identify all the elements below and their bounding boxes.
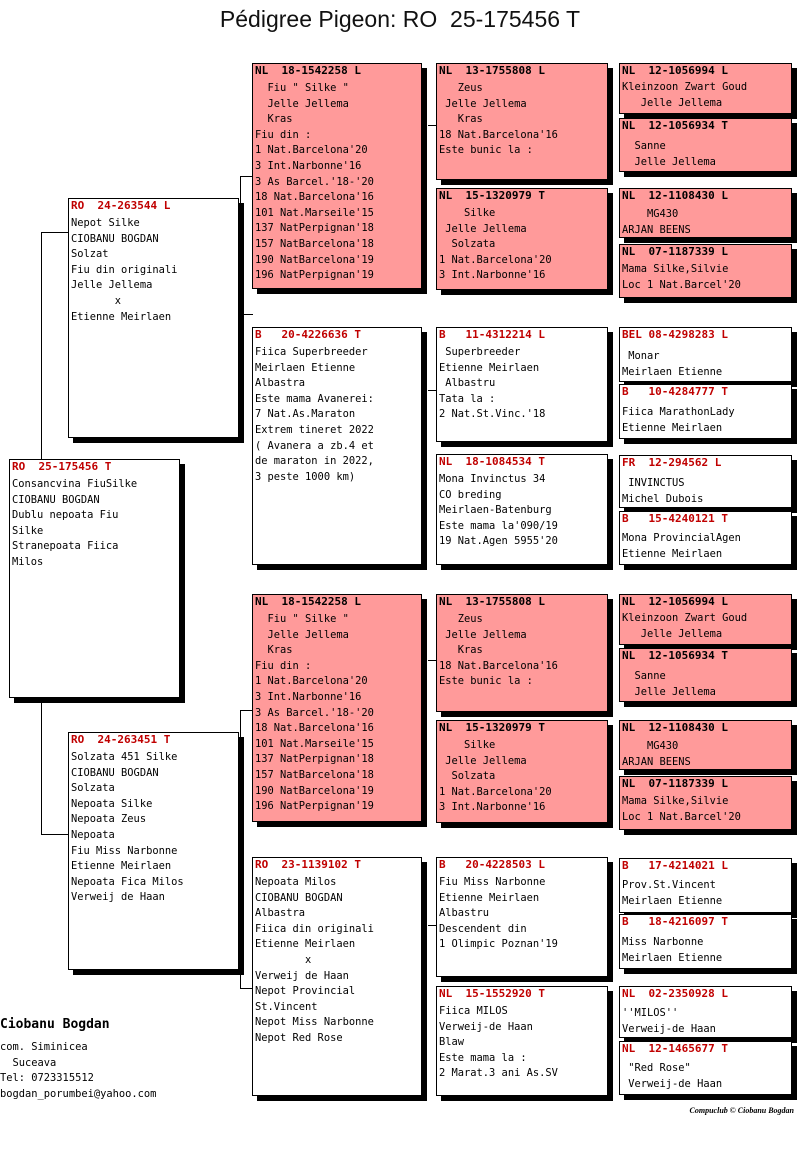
card-lines <box>620 791 791 825</box>
pigeon-card-ggg16[interactable] <box>619 1041 792 1095</box>
card-line: Verweij de Haan <box>255 969 349 982</box>
card-line: Meirlaen-Batenburg <box>439 504 552 517</box>
card-line: Sanne <box>622 670 666 682</box>
page-title: Pédigree Pigeon: RO 25-175456 T <box>219 6 581 32</box>
card-line: Dublu nepoata Fiu <box>12 509 119 522</box>
card-line: Michel Dubois <box>622 492 704 505</box>
card-lines <box>620 1001 791 1037</box>
card-line: CIOBANU BOGDAN <box>255 891 343 904</box>
card-line: Miss Narbonne <box>622 936 704 948</box>
ring-number: RO 24-263451 T <box>71 733 171 746</box>
credit-footer: Compuclub © Ciobanu Bogdan <box>689 1106 794 1115</box>
card-line: 3 As Barcel.'18-'20 <box>255 175 374 188</box>
card-line: Albastra <box>255 907 306 920</box>
owner-address: com. Siminicea <box>0 1041 88 1053</box>
card-line: Albastru <box>439 907 490 920</box>
card-line: Mona ProvincialAgen <box>622 532 741 544</box>
card-line: 1 Nat.Barcelona'20 <box>439 785 552 798</box>
ring-number: NL 12-1465677 T <box>622 1042 728 1055</box>
card-line: 1 Olimpic Poznan'19 <box>439 938 558 951</box>
ring-number: NL 07-1187339 L <box>622 777 728 790</box>
card-line: Nepoata Milos <box>255 876 337 888</box>
pigeon-card-ggg14[interactable] <box>619 914 792 969</box>
card-lines <box>10 474 179 571</box>
card-line: Etienne Meirlaen <box>71 310 172 323</box>
card-line: CIOBANU BOGDAN <box>12 493 100 506</box>
card-line: 101 Nat.Marseile'15 <box>255 737 374 750</box>
card-lines <box>620 203 791 238</box>
ring-number: NL 18-1084534 T <box>439 455 545 468</box>
card-lines <box>253 78 421 284</box>
card-line: Sanne <box>622 140 666 152</box>
card-line: Jelle Jellema <box>622 627 723 640</box>
card-line: Nepoata Fica Milos <box>71 875 184 888</box>
card-line: Kras <box>255 113 293 126</box>
owner-name: Ciobanu Bogdan <box>0 1017 110 1032</box>
card-line: Nepoata Zeus <box>71 813 147 826</box>
card-line: Fiu din : <box>255 128 312 141</box>
card-line: Jelle Jellema <box>71 279 153 292</box>
card-line: Mona Invinctus 34 <box>439 473 546 485</box>
card-lines <box>620 133 791 170</box>
ring-number: NL 18-1542258 L <box>255 64 361 77</box>
card-line: 196 NatPerpignan'19 <box>255 269 374 282</box>
card-lines <box>620 399 791 436</box>
card-line: Jelle Jellema <box>439 754 527 767</box>
ring-number: RO 25-175456 T <box>12 460 112 473</box>
card-line: Solzat <box>71 248 109 261</box>
pigeon-card-ggg11[interactable] <box>619 720 792 770</box>
card-line: 190 NatBarcelona'19 <box>255 784 374 797</box>
card-line: 18 Nat.Barcelona'16 <box>439 659 558 672</box>
card-lines <box>437 342 607 423</box>
card-line: Fiu din : <box>255 659 312 672</box>
card-line: 3 As Barcel.'18-'20 <box>255 706 374 719</box>
card-line: MG430 <box>622 740 679 752</box>
card-line: 2 Nat.St.Vinc.'18 <box>439 408 546 421</box>
ring-number: B 11-4312214 L <box>439 328 545 341</box>
pigeon-card-gg8[interactable] <box>436 986 608 1096</box>
pigeon-card-ggg9[interactable] <box>619 594 792 645</box>
card-lines <box>620 342 791 380</box>
card-line: Solzata <box>439 238 496 251</box>
card-line: Milos <box>12 555 44 568</box>
card-line: Fiu Miss Narbonne <box>439 876 546 888</box>
connector-line <box>240 176 241 314</box>
card-line: MG430 <box>622 208 679 220</box>
card-lines <box>437 609 607 690</box>
ring-number: NL 13-1755808 L <box>439 64 545 77</box>
pigeon-card-ggg4[interactable] <box>619 244 792 298</box>
card-line: Meirlaen Etienne <box>622 365 723 378</box>
card-line: Este mama la : <box>439 1051 527 1064</box>
card-line: Fiu " Silke " <box>255 82 349 94</box>
pigeon-card-ggg1[interactable] <box>619 63 792 114</box>
card-line: Tata la : <box>439 392 496 405</box>
card-lines <box>253 872 421 1047</box>
card-line: Silke <box>439 739 496 751</box>
ring-number: B 15-4240121 T <box>622 512 728 525</box>
card-line: Kleinzoon Zwart Goud <box>622 612 748 624</box>
card-line: 1 Nat.Barcelona'20 <box>255 144 368 157</box>
card-line: CO breding <box>439 488 502 501</box>
card-line: 3 Int.Narbonne'16 <box>255 690 362 703</box>
card-lines <box>620 735 791 770</box>
card-line: Fiu din originali <box>71 263 178 276</box>
card-line: 157 NatBarcelona'18 <box>255 237 374 250</box>
ring-number: FR 12-294562 L <box>622 456 722 469</box>
card-line: Loc 1 Nat.Barcel'20 <box>622 810 741 823</box>
pigeon-card-ggg3[interactable] <box>619 188 792 238</box>
card-line: Jelle Jellema <box>622 155 716 168</box>
ring-number: NL 12-1056934 T <box>622 119 728 132</box>
owner-phone: Tel: 0723315512 <box>0 1072 94 1085</box>
pigeon-card-ggg10[interactable] <box>619 648 792 702</box>
card-line: Kleinzoon Zwart Goud <box>622 81 748 93</box>
ring-number: NL 12-1056994 L <box>622 64 728 77</box>
card-line: Blaw <box>439 1036 465 1049</box>
card-line: Loc 1 Nat.Barcel'20 <box>622 278 741 291</box>
card-line: Solzata <box>439 770 496 783</box>
ring-number: NL 15-1320979 T <box>439 721 545 734</box>
card-line: Albastru <box>439 377 496 390</box>
card-line: Jelle Jellema <box>255 97 349 110</box>
ring-number: NL 07-1187339 L <box>622 245 728 258</box>
card-line: Meirlaen Etienne <box>255 361 356 374</box>
connector-line <box>41 232 42 460</box>
card-lines <box>253 342 421 485</box>
card-lines <box>437 872 607 953</box>
card-line: ( Avanera a zb.4 et <box>255 439 374 452</box>
card-line: Zeus <box>439 82 483 94</box>
pigeon-card-dam[interactable] <box>68 732 239 970</box>
pigeon-card-gg2[interactable] <box>436 188 608 290</box>
card-line: Etienne Meirlaen <box>622 421 723 434</box>
card-line: 3 Int.Narbonne'16 <box>255 159 362 172</box>
card-lines <box>620 609 791 642</box>
owner-city: Suceava <box>0 1056 57 1069</box>
ring-number: B 20-4228503 L <box>439 858 545 871</box>
card-line: Este bunic la : <box>439 144 533 157</box>
card-line: Nepoata Silke <box>71 797 153 810</box>
card-line: 18 Nat.Barcelona'16 <box>255 191 374 204</box>
pigeon-card-ggg8[interactable] <box>619 511 792 565</box>
connector-line <box>240 710 241 988</box>
card-line: Verweij-de Haan <box>622 1022 716 1035</box>
card-line: Meirlaen Etienne <box>622 951 723 964</box>
ring-number: B 20-4226636 T <box>255 328 361 341</box>
card-line: Superbreeder <box>439 346 521 358</box>
connector-line <box>41 700 42 834</box>
pigeon-card-ggg12[interactable] <box>619 776 792 830</box>
pigeon-card-g4[interactable] <box>252 857 422 1096</box>
ring-number: NL 13-1755808 L <box>439 595 545 608</box>
card-line: Fiica Superbreeder <box>255 346 368 358</box>
card-line: Verweij-de Haan <box>622 1077 723 1090</box>
card-line: Nepoata <box>71 828 115 841</box>
card-line: Nepot Miss Narbonne <box>255 1016 374 1029</box>
card-line: Mama Silke,Silvie <box>622 795 729 807</box>
card-line: Silke <box>439 207 496 219</box>
pigeon-card-gg6[interactable] <box>436 720 608 823</box>
card-line: Solzata 451 Silke <box>71 751 178 763</box>
connector-line <box>428 390 436 391</box>
card-line: 196 NatPerpignan'19 <box>255 800 374 813</box>
connector-line <box>428 925 436 926</box>
card-lines <box>620 470 791 507</box>
ring-number: NL 15-1320979 T <box>439 189 545 202</box>
ring-number: RO 24-263544 L <box>71 199 171 212</box>
card-line: Fiica MILOS <box>439 1005 508 1017</box>
card-line: 1 Nat.Barcelona'20 <box>255 675 368 688</box>
card-line: CIOBANU BOGDAN <box>71 766 159 779</box>
card-lines <box>69 213 238 325</box>
pigeon-card-gg3[interactable] <box>436 327 608 442</box>
card-lines <box>437 78 607 159</box>
card-line: Meirlaen Etienne <box>622 894 723 907</box>
card-line: Fiica din originali <box>255 922 374 935</box>
card-line: CIOBANU BOGDAN <box>71 232 159 245</box>
card-line: 7 Nat.As.Maraton <box>255 408 356 421</box>
pigeon-card-ggg5[interactable] <box>619 327 792 382</box>
pigeon-card-ggg2[interactable] <box>619 118 792 172</box>
owner-info <box>0 1016 156 1102</box>
card-lines <box>437 1001 607 1082</box>
card-line: ''MILOS'' <box>622 1007 679 1019</box>
card-line: Prov.St.Vincent <box>622 879 716 891</box>
pigeon-card-g3[interactable] <box>252 594 422 822</box>
card-line: Fiu " Silke " <box>255 613 349 625</box>
connector-line <box>428 660 436 661</box>
pigeon-card-ggg15[interactable] <box>619 986 792 1038</box>
card-line: de maraton in 2022, <box>255 455 374 468</box>
card-line: Nepot Provincial <box>255 985 356 998</box>
card-line: Monar <box>622 350 660 362</box>
card-lines <box>437 735 607 816</box>
card-line: 3 Int.Narbonne'16 <box>439 269 546 282</box>
card-line: Nepot Red Rose <box>255 1031 343 1044</box>
pigeon-card-gg7[interactable] <box>436 857 608 977</box>
ring-number: RO 23-1139102 T <box>255 858 361 871</box>
pigeon-card-sire[interactable] <box>68 198 239 438</box>
card-line: Verweij-de Haan <box>439 1020 533 1033</box>
card-line: x <box>71 294 122 307</box>
card-line: Descendent din <box>439 922 527 935</box>
card-line: 3 peste 1000 km) <box>255 470 356 483</box>
card-line: Jelle Jellema <box>255 628 349 641</box>
ring-number: NL 12-1108430 L <box>622 721 728 734</box>
pigeon-card-ggg7[interactable] <box>619 455 792 508</box>
card-lines <box>437 469 607 550</box>
pigeon-card-ggg13[interactable] <box>619 858 792 913</box>
card-line: Zeus <box>439 613 483 625</box>
card-line: Fiica MarathonLady <box>622 406 735 418</box>
card-line: Kras <box>439 644 483 657</box>
card-line: Jelle Jellema <box>622 685 716 698</box>
ring-number: B 17-4214021 L <box>622 859 728 872</box>
ring-number: NL 12-1056934 T <box>622 649 728 662</box>
card-lines <box>620 1056 791 1092</box>
card-line: "Red Rose" <box>622 1062 691 1074</box>
card-line: Consancvina FiuSilke <box>12 478 138 490</box>
pigeon-card-gg4[interactable] <box>436 454 608 565</box>
card-line: Etienne Meirlaen <box>439 891 540 904</box>
card-line: Jelle Jellema <box>439 222 527 235</box>
card-line: 101 Nat.Marseile'15 <box>255 206 374 219</box>
card-line: Kras <box>255 644 293 657</box>
ring-number: NL 12-1108430 L <box>622 189 728 202</box>
card-lines <box>620 259 791 293</box>
pigeon-card-g2[interactable] <box>252 327 422 565</box>
card-line: St.Vincent <box>255 1000 318 1013</box>
card-line: Nepot Silke <box>71 217 140 229</box>
card-line: Este mama Avanerei: <box>255 392 374 405</box>
card-line: Verweij de Haan <box>71 891 165 904</box>
card-line: Etienne Meirlaen <box>439 361 540 374</box>
card-line: Mama Silke,Silvie <box>622 263 729 275</box>
card-line: 157 NatBarcelona'18 <box>255 768 374 781</box>
card-line: Stranepoata Fiica <box>12 540 119 553</box>
pigeon-card-subject[interactable] <box>9 459 180 698</box>
card-line: 137 NatPerpignan'18 <box>255 222 374 235</box>
ring-number: B 18-4216097 T <box>622 915 728 928</box>
card-line: 19 Nat.Agen 5955'20 <box>439 535 558 548</box>
card-line: Albastra <box>255 377 306 390</box>
card-lines <box>620 929 791 966</box>
card-line: Jelle Jellema <box>439 628 527 641</box>
card-lines <box>620 663 791 700</box>
card-line: Etienne Meirlaen <box>71 860 172 873</box>
card-lines <box>69 747 238 906</box>
owner-email[interactable]: bogdan_porumbei@yahoo.com <box>0 1087 157 1100</box>
card-line: Solzata <box>71 782 115 795</box>
card-line: INVINCTUS <box>622 477 685 489</box>
card-lines <box>620 526 791 562</box>
card-line: Silke <box>12 524 44 537</box>
card-line: Fiu Miss Narbonne <box>71 844 178 857</box>
card-line: Jelle Jellema <box>439 97 527 110</box>
card-lines <box>620 78 791 111</box>
card-line: Kras <box>439 113 483 126</box>
ring-number: B 10-4284777 T <box>622 385 728 398</box>
card-line: 190 NatBarcelona'19 <box>255 253 374 266</box>
card-line: 18 Nat.Barcelona'16 <box>439 128 558 141</box>
card-line: Este bunic la : <box>439 675 533 688</box>
connector-line <box>41 232 69 233</box>
card-lines <box>620 873 791 909</box>
card-line: ARJAN BEENS <box>622 223 691 236</box>
pigeon-card-gg1[interactable] <box>436 63 608 180</box>
card-line: Jelle Jellema <box>622 96 723 109</box>
card-line: 18 Nat.Barcelona'16 <box>255 722 374 735</box>
card-line: ARJAN BEENS <box>622 755 691 768</box>
card-lines <box>253 609 421 815</box>
pigeon-card-g1[interactable] <box>252 63 422 289</box>
card-line: 137 NatPerpignan'18 <box>255 753 374 766</box>
card-line: 2 Marat.3 ani As.SV <box>439 1067 558 1080</box>
connector-line <box>240 314 253 315</box>
ring-number: BEL 08-4298283 L <box>622 328 728 341</box>
ring-number: NL 12-1056994 L <box>622 595 728 608</box>
ring-number: NL 18-1542258 L <box>255 595 361 608</box>
connector-line <box>41 834 69 835</box>
card-line: 1 Nat.Barcelona'20 <box>439 253 552 266</box>
card-line: Etienne Meirlaen <box>255 938 356 951</box>
ring-number: NL 02-2350928 L <box>622 987 728 1000</box>
card-line: 3 Int.Narbonne'16 <box>439 801 546 814</box>
connector-line <box>428 125 436 126</box>
pigeon-card-gg5[interactable] <box>436 594 608 712</box>
card-line: x <box>255 953 312 966</box>
card-line: Extrem tineret 2022 <box>255 423 374 436</box>
card-lines <box>437 203 607 284</box>
card-line: Este mama la'090/19 <box>439 519 558 532</box>
ring-number: NL 15-1552920 T <box>439 987 545 1000</box>
pigeon-card-ggg6[interactable] <box>619 384 792 439</box>
card-line: Etienne Meirlaen <box>622 547 723 560</box>
